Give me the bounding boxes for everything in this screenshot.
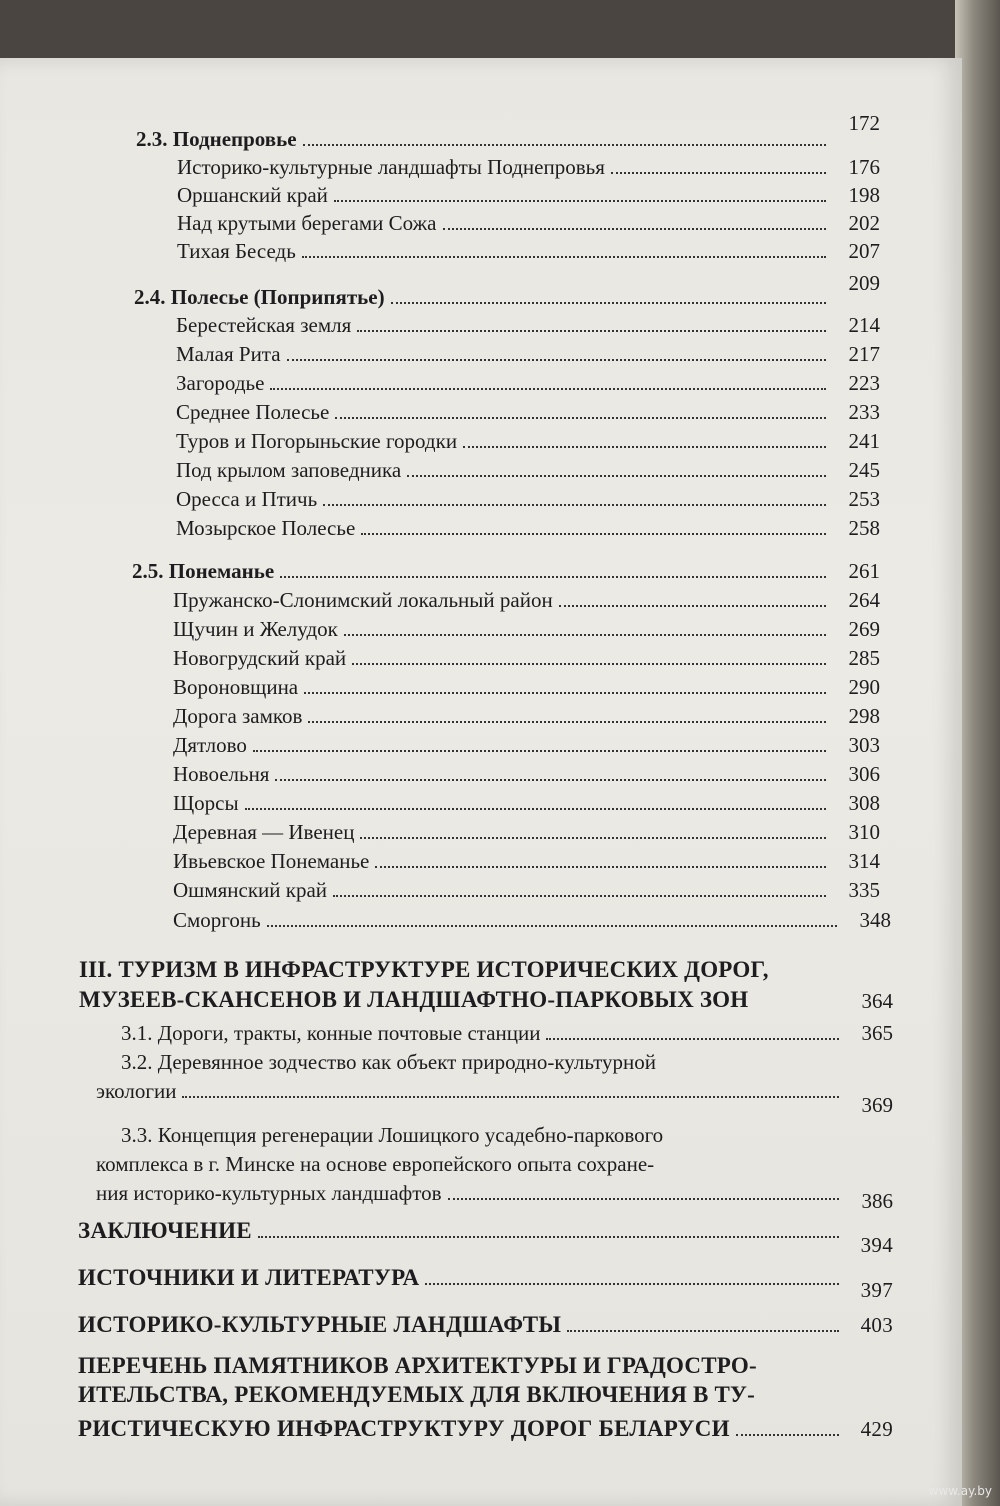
toc-page-number: 261	[848, 559, 880, 583]
toc-item-title: Загородье	[176, 371, 265, 395]
toc-leader	[407, 474, 826, 477]
toc-item	[173, 819, 880, 845]
toc-item-title: Дятлово	[173, 733, 247, 757]
toc-item-3-3-line1: 3.3. Концепция регенерации Лошицкого усадебно-паркового	[121, 1123, 664, 1147]
toc-section-title: 2.5. Понеманье	[132, 559, 275, 583]
toc-item-title: Дорога замков	[173, 704, 303, 728]
toc-page-number: 365	[861, 1021, 893, 1045]
toc-item-title: Тихая Беседь	[177, 239, 296, 263]
toc-page-number: 198	[848, 183, 880, 207]
toc-item-3-3-line3	[96, 1180, 893, 1213]
toc-item	[176, 312, 880, 338]
toc-leader	[443, 227, 827, 230]
toc-leader	[333, 894, 826, 897]
toc-item	[173, 907, 891, 933]
toc-leader	[375, 865, 826, 868]
toc-leader	[267, 924, 837, 927]
toc-leader	[303, 143, 826, 146]
toc-page-number: 369	[861, 1093, 893, 1117]
toc-leader	[567, 1329, 839, 1332]
toc-leader	[344, 633, 826, 636]
toc-section-2-5	[132, 558, 880, 584]
toc-leader	[270, 387, 826, 390]
toc-section-2-4	[134, 271, 880, 310]
toc-item-3-3-line2: комплекса в г. Минске на основе европейского опыта сохране-	[96, 1152, 655, 1176]
toc-monuments-line2: ИТЕЛЬСТВА, РЕКОМЕНДУЕМЫХ ДЛЯ ВКЛЮЧЕНИЯ В ТУ-	[78, 1382, 755, 1407]
toc-page-number: 364	[861, 989, 893, 1013]
toc-leader	[361, 532, 826, 535]
book-page	[0, 58, 962, 1506]
toc-page-number: 214	[848, 313, 880, 337]
toc-landscapes	[78, 1308, 893, 1338]
toc-item-3-1	[121, 1020, 893, 1046]
toc-item-title: Берестейская земля	[176, 313, 352, 337]
toc-page-number: 172	[848, 111, 880, 135]
toc-page-number: 264	[848, 588, 880, 612]
toc-item-title: Малая Рита	[176, 342, 281, 366]
toc-monuments-line3	[78, 1412, 893, 1442]
toc-leader	[463, 445, 826, 448]
toc-item-title: Новогрудский край	[173, 646, 347, 670]
toc-page-number: 348	[859, 908, 891, 932]
toc-item-title: ЗАКЛЮЧЕНИЕ	[78, 1218, 252, 1243]
toc-item	[173, 761, 880, 787]
toc-leader	[360, 836, 826, 839]
toc-leader	[182, 1095, 839, 1098]
toc-page-number: 258	[848, 516, 880, 540]
toc-leader	[253, 749, 826, 752]
toc-item-title: Над крутыми берегами Сожа	[177, 211, 437, 235]
toc-leader	[352, 662, 826, 665]
toc-item-title: Пружанско-Слонимский локальный район	[173, 588, 553, 612]
toc-item-title: Щучин и Желудок	[173, 617, 338, 641]
toc-chapter-3-line1: III. ТУРИЗМ В ИНФРАСТРУКТУРЕ ИСТОРИЧЕСКИХ ДОРОГ,	[79, 957, 769, 982]
toc-page-number: 269	[848, 617, 880, 641]
toc-page-number: 306	[848, 762, 880, 786]
toc-monuments-line1: ПЕРЕЧЕНЬ ПАМЯТНИКОВ АРХИТЕКТУРЫ И ГРАДОСТРО-	[78, 1353, 757, 1378]
toc-leader	[546, 1037, 839, 1040]
toc-page-number: 223	[848, 371, 880, 395]
toc-item-title: Под крылом заповедника	[176, 458, 402, 482]
toc-item	[177, 182, 880, 208]
toc-item	[176, 399, 880, 425]
toc-item	[173, 587, 880, 613]
toc-leader	[308, 720, 826, 723]
toc-leader	[245, 807, 826, 810]
toc-item	[176, 515, 880, 541]
toc-item	[173, 616, 880, 642]
toc-item-title: Сморгонь	[173, 908, 261, 932]
toc-item-title: Среднее Полесье	[176, 400, 330, 424]
toc-leader	[280, 575, 826, 578]
toc-page-number: 176	[848, 155, 880, 179]
toc-item	[176, 370, 880, 396]
toc-section-2-3	[136, 111, 880, 152]
table-of-contents	[0, 58, 962, 1506]
toc-item	[177, 154, 880, 180]
toc-page-number: 397	[860, 1278, 893, 1302]
toc-item-title: Ивьевское Понеманье	[173, 849, 370, 873]
toc-leader	[258, 1235, 839, 1238]
toc-page-number: 335	[848, 878, 880, 902]
toc-leader	[425, 1282, 839, 1285]
toc-page-number: 308	[848, 791, 880, 815]
toc-chapter-3-line2: МУЗЕЕВ-СКАНСЕНОВ И ЛАНДШАФТНО-ПАРКОВЫХ ЗОН	[79, 987, 749, 1012]
toc-section-title: 2.3. Поднепровье	[136, 127, 297, 151]
toc-page-number: 245	[848, 458, 880, 482]
toc-item-title: Ошмянский край	[173, 878, 328, 902]
toc-page-number: 310	[848, 820, 880, 844]
toc-page-number: 290	[848, 675, 880, 699]
toc-page-number: 298	[848, 704, 880, 728]
toc-item	[173, 790, 880, 816]
toc-leader	[559, 604, 826, 607]
toc-item	[177, 238, 880, 264]
toc-leader	[391, 301, 826, 304]
toc-item-title: ИСТОЧНИКИ И ЛИТЕРАТУРА	[78, 1265, 420, 1290]
toc-leader	[334, 199, 826, 202]
toc-item-title: Оршанский край	[177, 183, 328, 207]
toc-item	[173, 877, 880, 903]
toc-item-title: 3.1. Дороги, тракты, конные почтовые станции	[121, 1021, 541, 1045]
toc-item	[173, 848, 880, 874]
toc-page-number: 253	[848, 487, 880, 511]
toc-page-number: 314	[848, 849, 880, 873]
toc-item-3-2-line2	[96, 1078, 893, 1117]
toc-page-number: 403	[860, 1313, 893, 1337]
toc-page-number: 285	[848, 646, 880, 670]
toc-page-number: 207	[848, 239, 880, 263]
toc-item	[173, 732, 880, 758]
toc-item-title: РИСТИЧЕСКУЮ ИНФРАСТРУКТУРУ ДОРОГ БЕЛАРУСИ	[78, 1416, 730, 1441]
toc-item-title: Щорсы	[173, 791, 239, 815]
toc-leader	[357, 329, 826, 332]
toc-leader	[287, 358, 826, 361]
toc-item-title: ния историко-культурных ландшафтов	[96, 1181, 442, 1205]
toc-item	[173, 703, 880, 729]
toc-conclusion	[78, 1214, 893, 1257]
toc-leader	[323, 503, 826, 506]
toc-page-number: 202	[848, 211, 880, 235]
toc-page-number: 241	[848, 429, 880, 453]
toc-item-title: ИСТОРИКО-КУЛЬТУРНЫЕ ЛАНДШАФТЫ	[78, 1312, 562, 1337]
toc-item	[176, 428, 880, 454]
toc-page-number: 303	[848, 733, 880, 757]
toc-item-title: Деревная — Ивенец	[173, 820, 355, 844]
toc-item-title: Оресса и Птичь	[176, 487, 318, 511]
toc-page-number: 209	[848, 271, 880, 295]
toc-item	[173, 645, 880, 671]
toc-page-number: 429	[860, 1417, 893, 1441]
toc-leader	[304, 691, 826, 694]
toc-page-number: 394	[860, 1233, 893, 1257]
toc-leader	[736, 1433, 839, 1436]
toc-item-title: Мозырское Полесье	[176, 516, 356, 540]
toc-page-number: 233	[848, 400, 880, 424]
toc-item	[177, 210, 880, 236]
toc-item	[173, 674, 880, 700]
toc-leader	[448, 1197, 839, 1200]
site-watermark: www.ay.by	[928, 1484, 992, 1498]
toc-item	[176, 457, 880, 483]
toc-leader	[275, 778, 826, 781]
toc-item-title: Новоельня	[173, 762, 270, 786]
toc-section-title: 2.4. Полесье (Поприпятье)	[134, 285, 385, 309]
toc-sources	[78, 1261, 893, 1302]
toc-item	[176, 486, 880, 512]
toc-item-3-2-line1: 3.2. Деревянное зодчество как объект природно-культурной	[121, 1050, 657, 1074]
toc-page-number: 217	[848, 342, 880, 366]
toc-item-title: Туров и Погорыньские городки	[176, 429, 458, 453]
toc-item-title: Историко-культурные ландшафты Поднепровья	[177, 155, 605, 179]
toc-item-title: Вороновщина	[173, 675, 299, 699]
toc-leader	[335, 416, 826, 419]
toc-leader	[611, 171, 826, 174]
toc-item-title: экологии	[96, 1079, 177, 1103]
toc-leader	[302, 255, 826, 258]
toc-page-number: 386	[861, 1189, 893, 1213]
toc-item	[176, 341, 880, 367]
